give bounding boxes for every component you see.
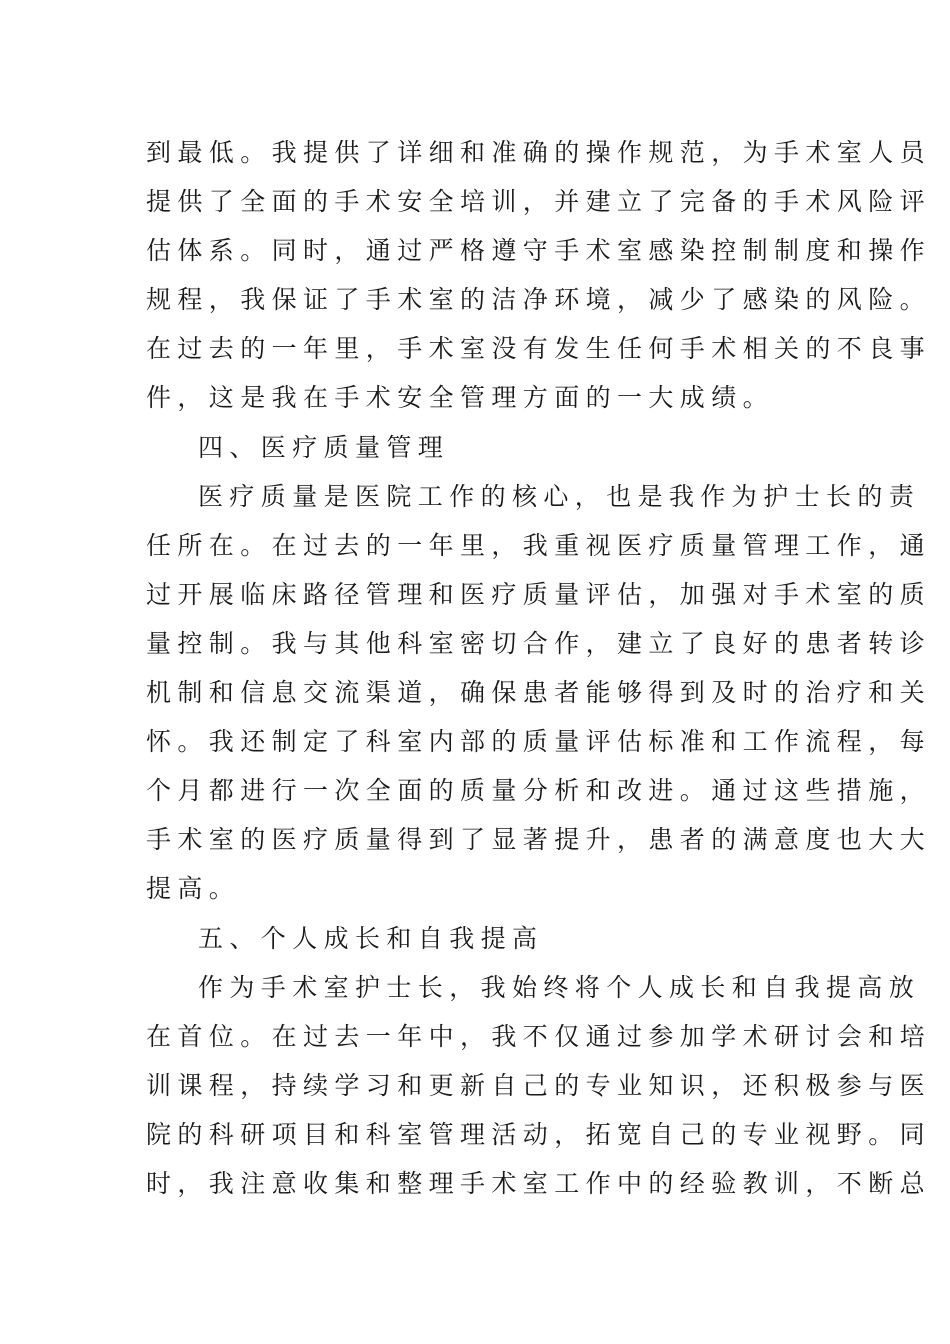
text-line: 在过去的一年里，手术室没有发生任何手术相关的不良事 bbox=[146, 334, 932, 364]
text-line: 训课程，持续学习和更新自己的专业知识，还积极参与医 bbox=[146, 1070, 932, 1100]
paragraph-first-line: 医疗质量是医院工作的核心，也是我作为护士长的责 bbox=[198, 481, 921, 511]
text-line: 规程，我保证了手术室的洁净环境，减少了感染的风险。 bbox=[146, 285, 932, 315]
section-heading-4: 四、医疗质量管理 bbox=[198, 432, 450, 462]
text-line: 个月都进行一次全面的质量分析和改进。通过这些措施， bbox=[146, 776, 932, 806]
text-line: 到最低。我提供了详细和准确的操作规范，为手术室人员 bbox=[146, 138, 932, 167]
text-line: 院的科研项目和科室管理活动，拓宽自己的专业视野。同 bbox=[146, 1119, 932, 1149]
text-line: 量控制。我与其他科室密切合作，建立了良好的患者转诊 bbox=[146, 628, 932, 658]
text-line: 件，这是我在手术安全管理方面的一大成绩。 bbox=[146, 383, 775, 413]
text-line: 过开展临床路径管理和医疗质量评估，加强对手术室的质 bbox=[146, 579, 932, 609]
section-heading-5: 五、个人成长和自我提高 bbox=[198, 923, 544, 953]
text-line: 手术室的医疗质量得到了显著提升，患者的满意度也大大 bbox=[146, 825, 932, 855]
text-line: 在首位。在过去一年中，我不仅通过参加学术研讨会和培 bbox=[146, 1021, 932, 1051]
text-line: 任所在。在过去的一年里，我重视医疗质量管理工作，通 bbox=[146, 530, 932, 560]
body-text bbox=[146, 128, 932, 1208]
text-line: 估体系。同时，通过严格遵守手术室感染控制制度和操作 bbox=[146, 236, 932, 266]
text-line: 机制和信息交流渠道，确保患者能够得到及时的治疗和关 bbox=[146, 678, 932, 708]
text-line: 提供了全面的手术安全培训，并建立了完备的手术风险评 bbox=[146, 187, 932, 217]
paragraph-first-line: 作为手术室护士长，我始终将个人成长和自我提高放 bbox=[198, 972, 921, 1002]
text-line: 提高。 bbox=[146, 874, 241, 904]
text-line: 时，我注意收集和整理手术室工作中的经验教训，不断总 bbox=[146, 1168, 932, 1198]
text-line: 怀。我还制定了科室内部的质量评估标准和工作流程，每 bbox=[146, 727, 932, 757]
